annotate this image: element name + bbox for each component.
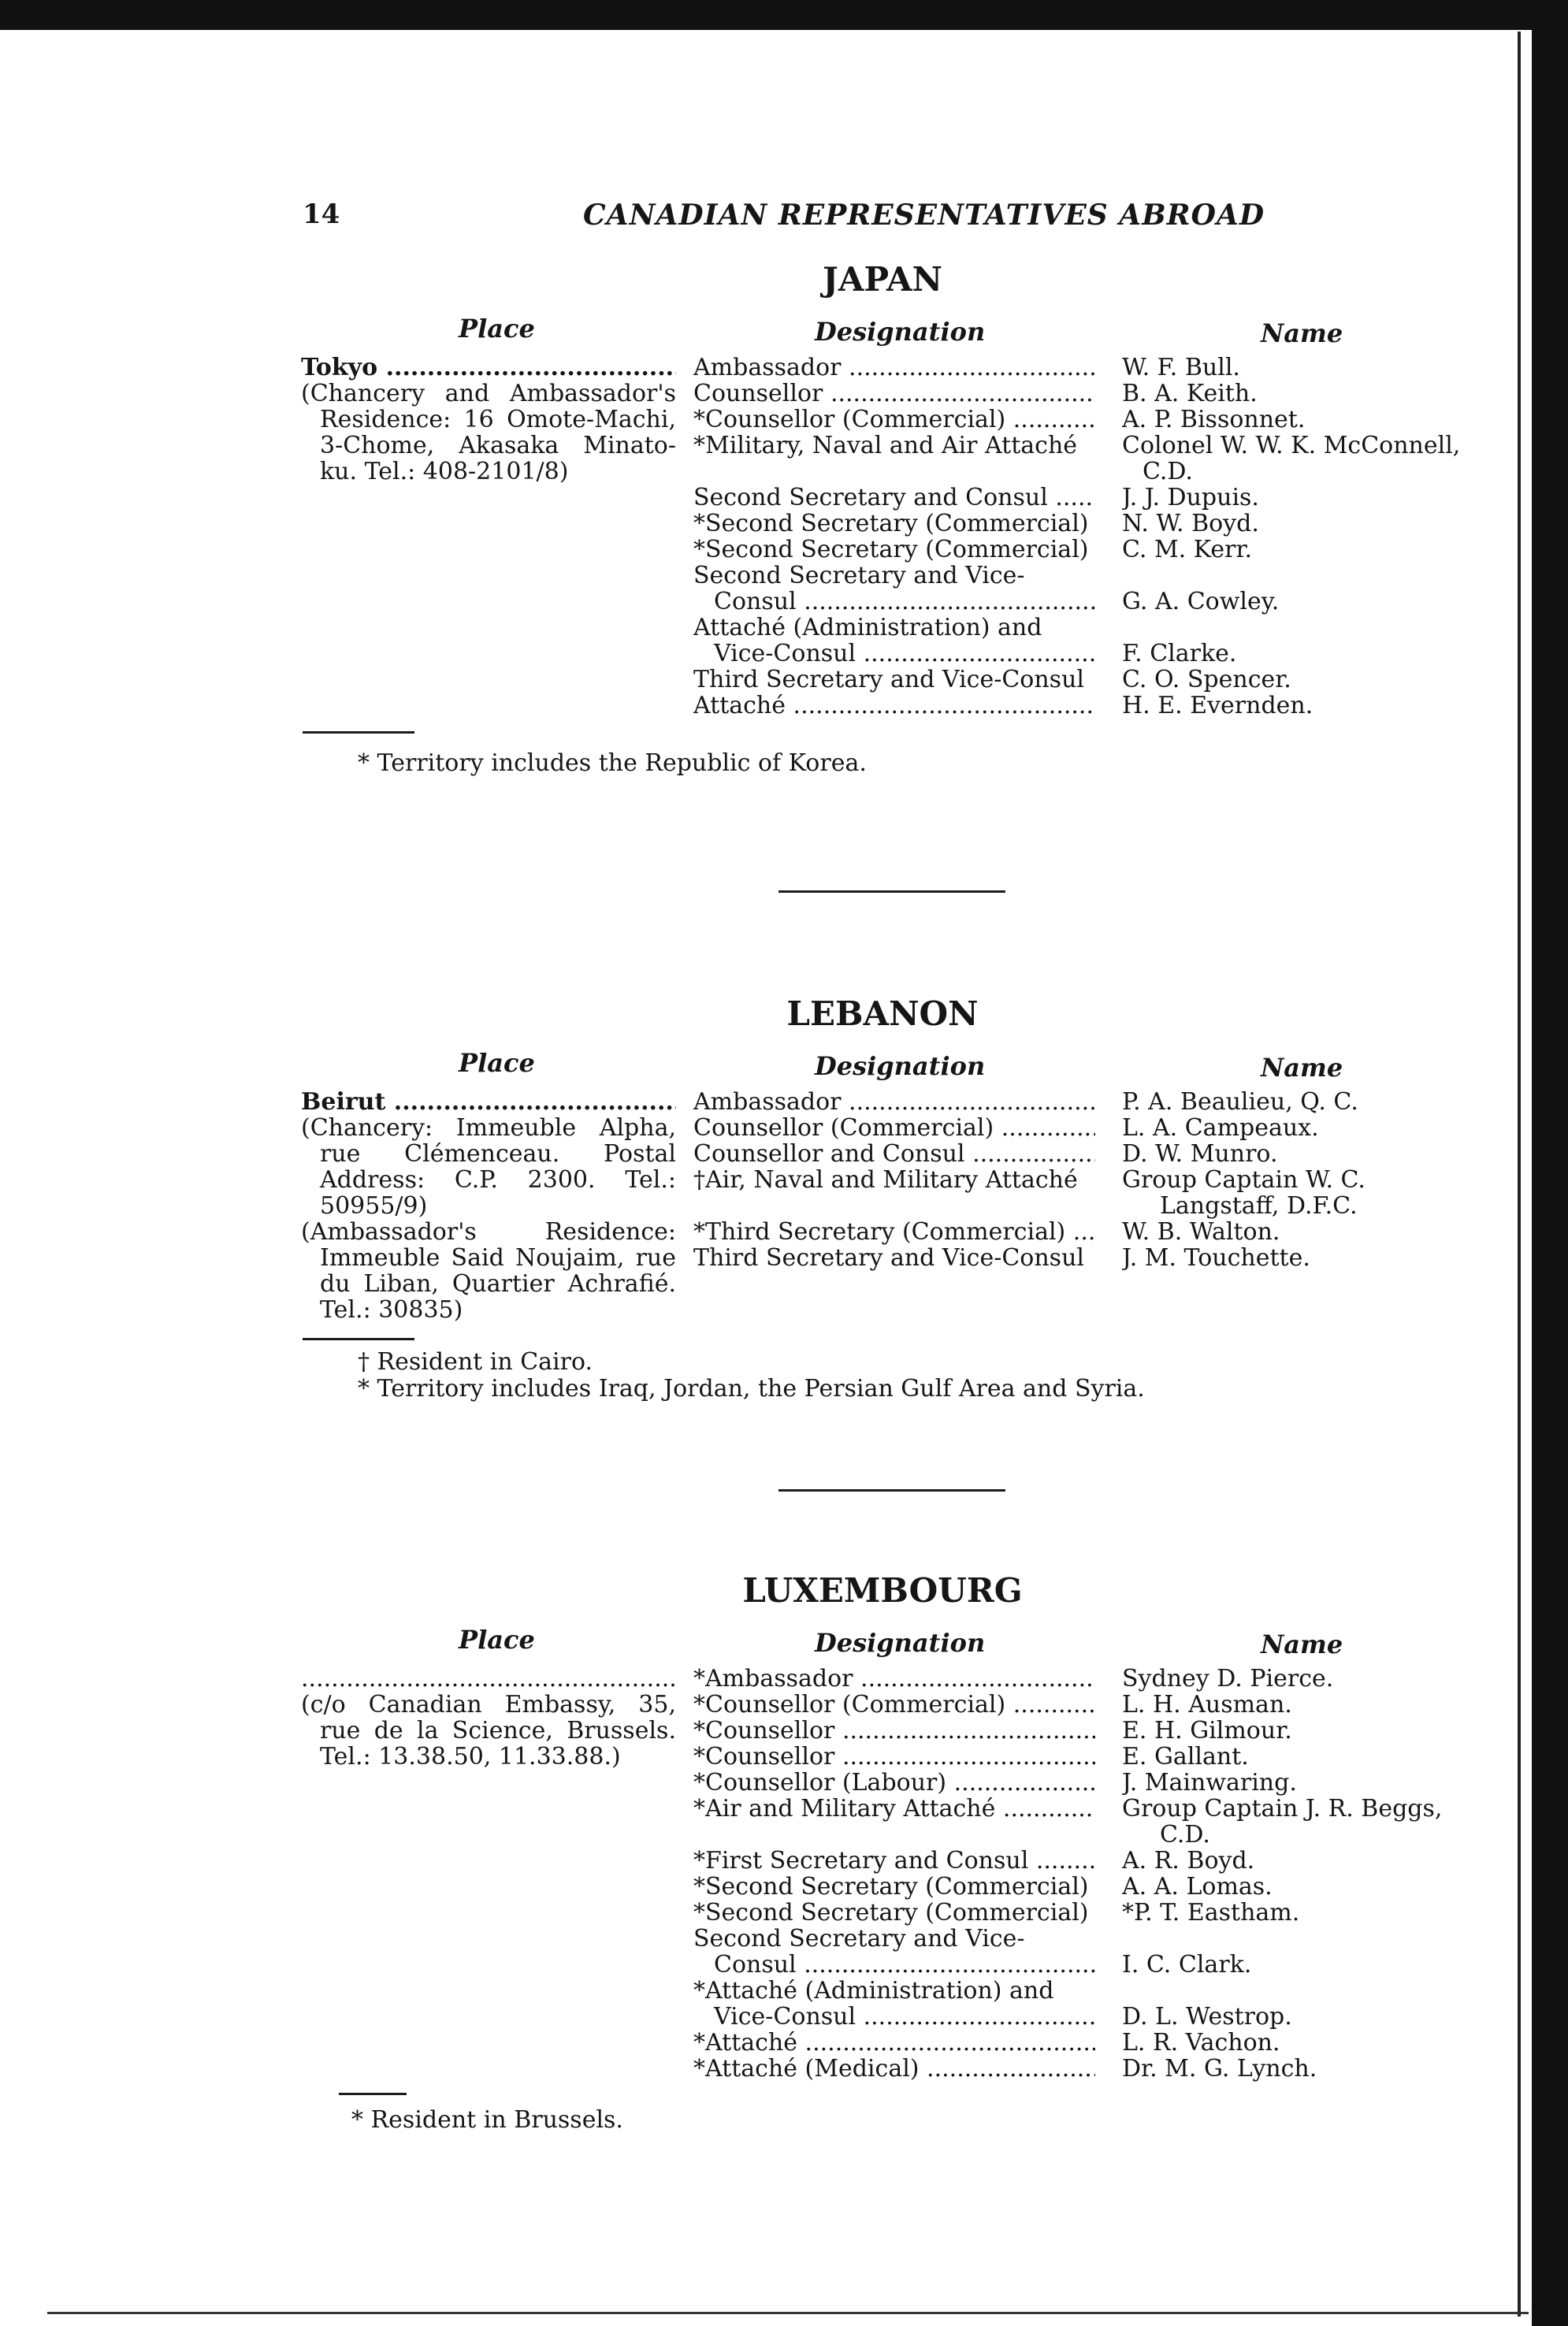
name: L. A. Campeaux. (1122, 1115, 1319, 1141)
designation: Second Secretary and Vice- (693, 563, 1025, 589)
place-city: Beirut ..... (301, 1089, 676, 1115)
designation: *First Secretary and Consul ..... (693, 1848, 1095, 1874)
place-column (301, 1089, 676, 1323)
place-city: Tokyo ..... (301, 355, 676, 381)
designation-column (693, 1666, 1095, 2082)
designation: *Counsellor (Labour) ..... (693, 1770, 1095, 1796)
name (1122, 1978, 1516, 2004)
name: C. M. Kerr. (1122, 537, 1253, 563)
column-heading-place: Place (459, 1625, 535, 1655)
page-bottom-line (47, 2312, 1529, 2314)
designation: Ambassador ..... (693, 1089, 1095, 1115)
designation-column (693, 1089, 1095, 1271)
name: H. E. Evernden. (1122, 693, 1313, 719)
designation: *Second Secretary (Commercial) (693, 1874, 1089, 1900)
column-heading-place: Place (459, 314, 535, 344)
designation (693, 1822, 1095, 1848)
name: J. J. Dupuis. (1122, 485, 1259, 511)
designation: *Counsellor ..... (693, 1744, 1095, 1770)
designation: *Second Secretary (Commercial) (693, 1900, 1089, 1926)
place-address: (c/o Canadian Embassy, 35, rue de la Science, Brussels. Tel.: 13.38.50, 11.33.88.) (301, 1691, 676, 1771)
page-edge-line (1518, 32, 1521, 2317)
name (1122, 615, 1516, 641)
designation-column (693, 355, 1095, 719)
name: Sydney D. Pierce. (1122, 1666, 1334, 1692)
designation: *Third Secretary (Commercial) ..... (693, 1219, 1095, 1245)
designation: *Attaché (Administration) and (693, 1978, 1054, 2004)
name-column (1122, 1089, 1516, 1271)
scan-right-border (1532, 0, 1568, 2326)
name (1122, 1926, 1516, 1952)
designation: Counsellor ..... (693, 381, 1095, 407)
designation: Second Secretary and Consul ..... (693, 485, 1095, 511)
designation: Vice-Consul ..... (693, 641, 1095, 667)
name: G. A. Cowley. (1122, 589, 1280, 615)
name: J. M. Touchette. (1122, 1245, 1310, 1271)
designation: Consul ..... (693, 1952, 1095, 1978)
name: A. P. Bissonnet. (1122, 407, 1306, 433)
name: L. R. Vachon. (1122, 2030, 1280, 2056)
name: A. R. Boyd. (1122, 1848, 1255, 1874)
name: J. Mainwaring. (1122, 1770, 1297, 1796)
place-column (301, 355, 676, 485)
name: Group Captain J. R. Beggs, (1122, 1796, 1443, 1822)
designation (693, 1193, 1095, 1219)
column-heading-designation: Designation (815, 1051, 986, 1081)
section-divider (778, 1489, 1005, 1492)
designation: *Military, Naval and Air Attaché (693, 433, 1078, 459)
column-heading-place: Place (459, 1048, 535, 1078)
place-address: (Chancery and Ambassador's Residence: 16 Omote-Machi, 3-Chome, Akasaka Minato-ku. Tel.: 408-2101/8) (301, 380, 676, 485)
place-address: (Chancery: Immeuble Alpha, rue Clémenceau. Postal Address: C.P. 2300. Tel.: 50955/9) (301, 1114, 676, 1220)
column-heading-name: Name (1261, 1629, 1343, 1659)
name: A. A. Lomas. (1122, 1874, 1273, 1900)
footnote-rule (303, 1338, 414, 1340)
designation: *Second Secretary (Commercial) (693, 511, 1089, 537)
name-column (1122, 355, 1516, 719)
designation: *Air and Military Attaché ..... (693, 1796, 1095, 1822)
column-heading-designation: Designation (815, 1628, 986, 1658)
designation: Counsellor (Commercial) ..... (693, 1115, 1095, 1141)
name: F. Clarke. (1122, 641, 1237, 667)
column-heading-name: Name (1261, 1053, 1343, 1083)
footnote-rule (339, 2093, 407, 2095)
designation (693, 459, 1095, 485)
place-column (301, 1666, 676, 1770)
country-heading: LUXEMBOURG (742, 1571, 1023, 1610)
name: Colonel W. W. K. McConnell, (1122, 433, 1461, 459)
name: W. F. Bull. (1122, 355, 1240, 381)
designation: *Second Secretary (Commercial) (693, 537, 1089, 563)
name: D. W. Munro. (1122, 1141, 1278, 1167)
name: L. H. Ausman. (1122, 1692, 1292, 1718)
name (1122, 563, 1516, 589)
scan-top-border (0, 0, 1568, 30)
designation: *Counsellor ..... (693, 1718, 1095, 1744)
footnote: * Territory includes Iraq, Jordan, the Persian Gulf Area and Syria. (358, 1375, 1145, 1403)
footnote: * Territory includes the Republic of Korea. (358, 749, 867, 777)
name: I. C. Clark. (1122, 1952, 1252, 1978)
name: P. A. Beaulieu, Q. C. (1122, 1089, 1358, 1115)
name: W. B. Walton. (1122, 1219, 1280, 1245)
name: D. L. Westrop. (1122, 2004, 1292, 2030)
designation: Attaché ..... (693, 693, 1095, 719)
page-number: 14 (303, 199, 340, 230)
designation: Consul ..... (693, 589, 1095, 615)
name: *P. T. Eastham. (1122, 1900, 1300, 1926)
designation: *Ambassador ..... (693, 1666, 1095, 1692)
footnote-rule (303, 731, 414, 734)
designation: Second Secretary and Vice- (693, 1926, 1025, 1952)
name-column (1122, 1666, 1516, 2082)
column-heading-name: Name (1261, 318, 1343, 348)
name: N. W. Boyd. (1122, 511, 1259, 537)
footnote: † Resident in Cairo. (358, 1348, 593, 1376)
name: B. A. Keith. (1122, 381, 1258, 407)
designation: Third Secretary and Vice-Consul (693, 1245, 1084, 1271)
name: Langstaff, D.F.C. (1160, 1193, 1358, 1219)
name: C.D. (1143, 459, 1193, 485)
designation: Attaché (Administration) and (693, 615, 1042, 641)
name: E. Gallant. (1122, 1744, 1249, 1770)
name: Dr. M. G. Lynch. (1122, 2056, 1317, 2082)
designation: Ambassador ..... (693, 355, 1095, 381)
designation: *Counsellor (Commercial) ..... (693, 407, 1095, 433)
place-city-leader (301, 1666, 676, 1692)
designation: Vice-Consul ..... (693, 2004, 1095, 2030)
place-address: (Ambassador's Residence: Immeuble Said Noujaim, rue du Liban, Quartier Achrafié. Tel.: 30835) (301, 1218, 676, 1324)
name: Group Captain W. C. (1122, 1167, 1365, 1193)
designation: Third Secretary and Vice-Consul (693, 667, 1084, 693)
designation: †Air, Naval and Military Attaché (693, 1167, 1078, 1193)
designation: *Attaché (Medical) ..... (693, 2056, 1095, 2082)
column-heading-designation: Designation (815, 317, 986, 347)
footnote: * Resident in Brussels. (351, 2106, 623, 2134)
name: C. O. Spencer. (1122, 667, 1291, 693)
name: E. H. Gilmour. (1122, 1718, 1292, 1744)
running-title: CANADIAN REPRESENTATIVES ABROAD (583, 199, 1265, 232)
country-heading: LEBANON (786, 994, 979, 1033)
section-divider (778, 890, 1005, 893)
designation: Counsellor and Consul ..... (693, 1141, 1095, 1167)
designation: *Counsellor (Commercial) ..... (693, 1692, 1095, 1718)
country-heading: JAPAN (823, 260, 942, 299)
designation: *Attaché ..... (693, 2030, 1095, 2056)
name: C.D. (1160, 1822, 1210, 1848)
